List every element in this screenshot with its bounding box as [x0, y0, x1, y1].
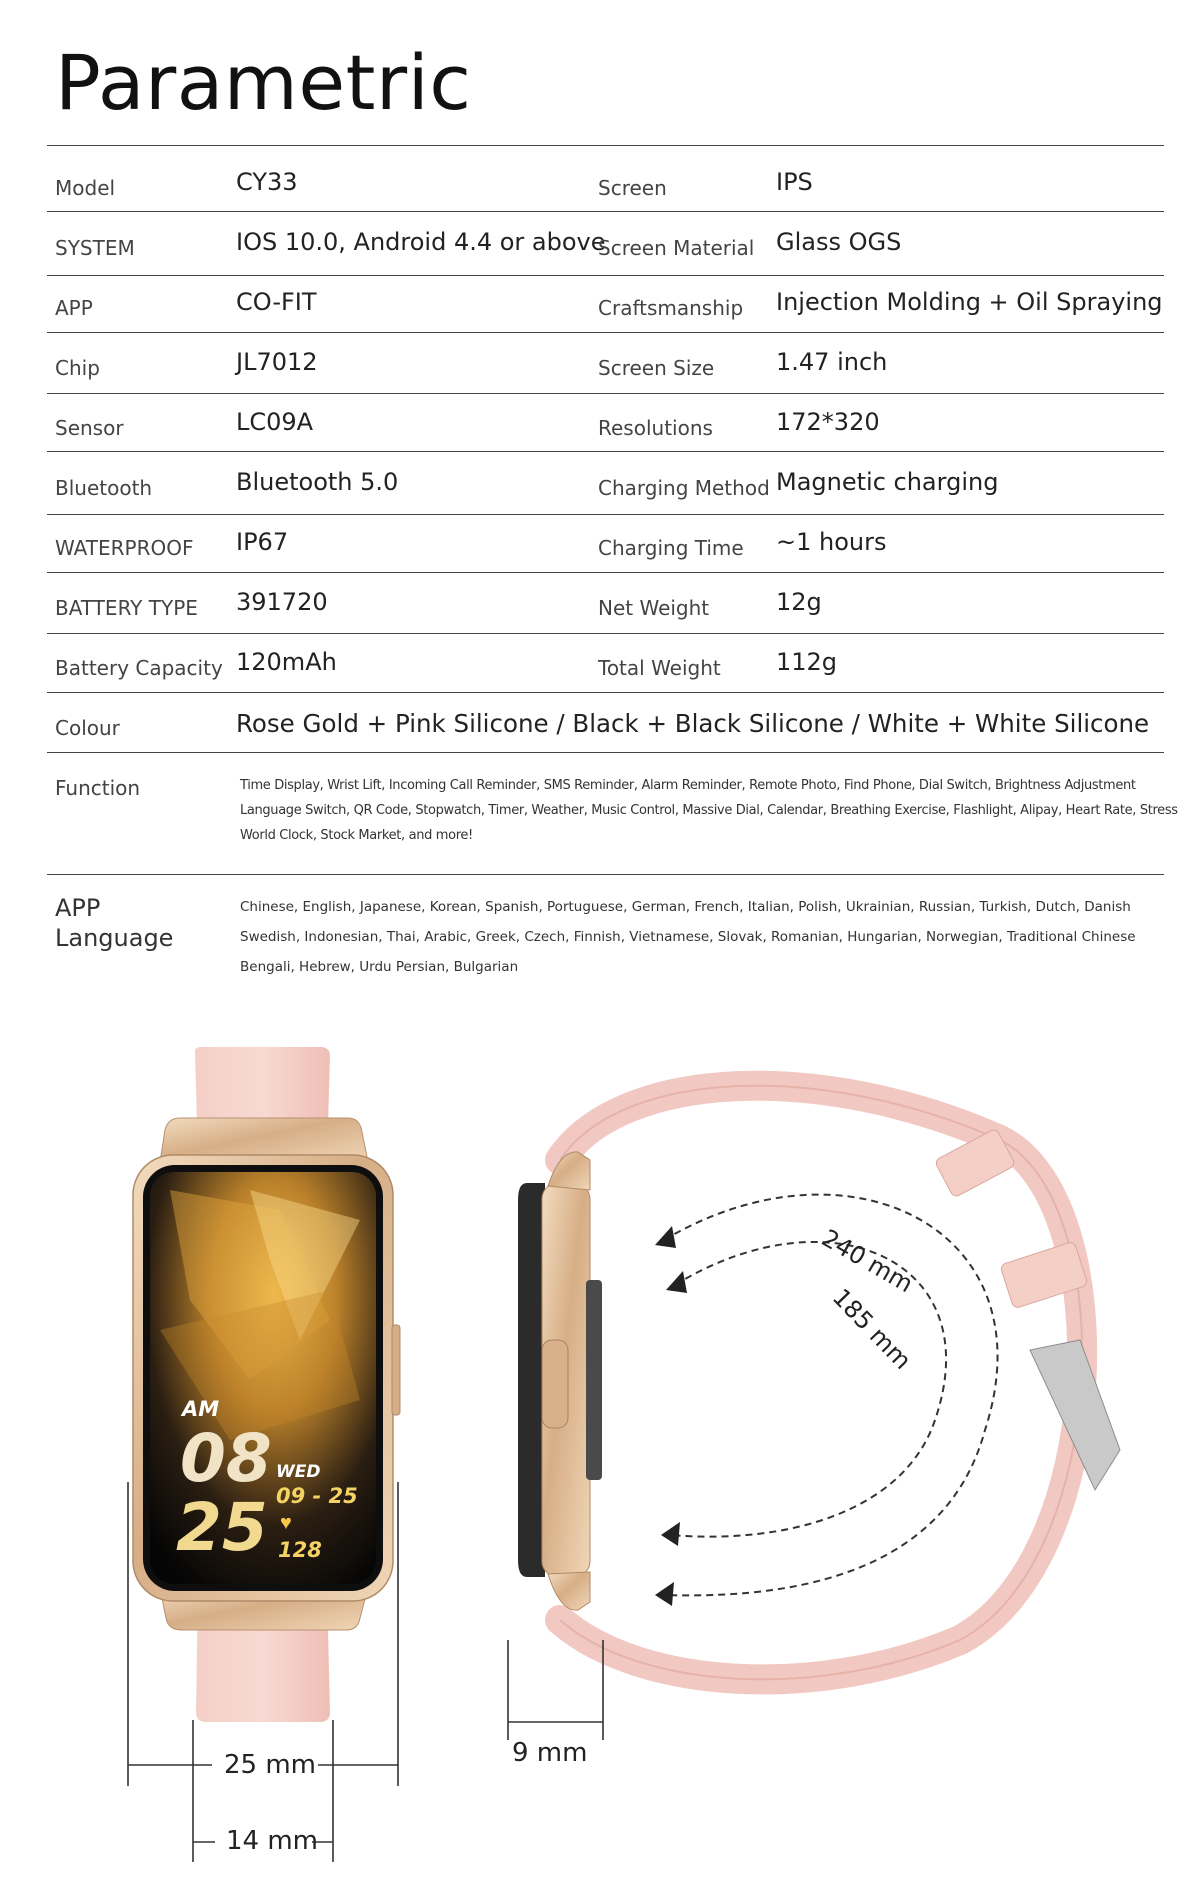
- app-language-label: [55, 893, 173, 953]
- function-line: Time Display, Wrist Lift, Incoming Call Reminder, SMS Reminder, Alarm Reminder, Remote Photo, Find Phone, Dial Switch, Brightness Adjustment: [240, 778, 1136, 793]
- function-text: [240, 773, 1178, 848]
- watch-ampm: AM: [182, 1397, 220, 1421]
- spec-label: Resolutions: [598, 416, 713, 440]
- spec-label: Screen Size: [598, 356, 715, 380]
- app-language-text: [240, 892, 1165, 982]
- side-glass: [518, 1183, 545, 1577]
- spec-label: WATERPROOF: [55, 536, 194, 560]
- spec-value: 391720: [236, 588, 328, 616]
- spec-label: Battery Capacity: [55, 656, 223, 680]
- spec-label: Total Weight: [598, 656, 721, 680]
- spec-value: 120mAh: [236, 648, 337, 676]
- spec-label: Screen: [598, 176, 667, 200]
- spec-label: Model: [55, 176, 116, 200]
- spec-value: LC09A: [236, 408, 314, 436]
- table-rule: [47, 874, 1164, 875]
- function-label: Function: [55, 776, 141, 800]
- strap-short-label: 185 mm: [826, 1283, 917, 1375]
- watch-heart-rate: 128: [278, 1538, 322, 1562]
- thickness-label: 9 mm: [512, 1738, 588, 1768]
- watch-minute: 25: [176, 1489, 268, 1566]
- table-rule: [47, 451, 1164, 452]
- heart-icon: ♥: [280, 1512, 292, 1534]
- arrow-head: [655, 1226, 676, 1248]
- language-line: Swedish, Indonesian, Thai, Arabic, Greek, Czech, Finnish, Vietnamese, Slovak, Romanian, Hungarian, Norwegian, Traditional Chinese: [240, 929, 1136, 945]
- side-button: [392, 1325, 400, 1415]
- side-sensor: [586, 1280, 602, 1480]
- spec-label: Charging Method: [598, 476, 770, 500]
- spec-value: Magnetic charging: [776, 468, 999, 496]
- table-rule: [47, 514, 1164, 515]
- spec-label: Bluetooth: [55, 476, 153, 500]
- colour-label: Colour: [55, 716, 120, 740]
- spec-value: Glass OGS: [776, 228, 902, 256]
- arrow-head: [661, 1522, 680, 1546]
- spec-label: SYSTEM: [55, 236, 135, 260]
- strap-width-label: 14 mm: [226, 1826, 319, 1856]
- app-language-label-line2: Language: [55, 924, 174, 952]
- app-language-label-line1: APP: [55, 894, 101, 922]
- spec-value: JL7012: [236, 348, 318, 376]
- spec-value: Bluetooth 5.0: [236, 468, 399, 496]
- spec-label: Sensor: [55, 416, 124, 440]
- arrow-head: [655, 1582, 674, 1606]
- strap-loop: [560, 1086, 1082, 1680]
- spec-label: BATTERY TYPE: [55, 596, 198, 620]
- spec-value: 112g: [776, 648, 838, 676]
- spec-value: CO-FIT: [236, 288, 317, 316]
- spec-label: Charging Time: [598, 536, 744, 560]
- table-rule: [47, 633, 1164, 634]
- spec-value: 172*320: [776, 408, 880, 436]
- watch-weekday: WED: [276, 1462, 321, 1482]
- table-rule: [47, 752, 1164, 753]
- spec-label: APP: [55, 296, 93, 320]
- spec-label: Craftsmanship: [598, 296, 744, 320]
- spec-label: Screen Material: [598, 236, 755, 260]
- table-rule: [47, 211, 1164, 212]
- table-rule: [47, 275, 1164, 276]
- strap-long-label: 240 mm: [817, 1223, 918, 1299]
- spec-value: 12g: [776, 588, 822, 616]
- table-rule: [47, 692, 1164, 693]
- spec-value: IP67: [236, 528, 289, 556]
- spec-value: Injection Molding + Oil Spraying: [776, 288, 1163, 316]
- table-rule: [47, 393, 1164, 394]
- spec-value: CY33: [236, 168, 298, 196]
- function-line: World Clock, Stock Market, and more!: [240, 828, 473, 843]
- watch-date: 09 - 25: [276, 1484, 358, 1508]
- watch-hour: 08: [180, 1420, 272, 1497]
- language-line: Bengali, Hebrew, Urdu Persian, Bulgarian: [240, 959, 519, 975]
- side-watch: [518, 1086, 1120, 1680]
- spec-value: ~1 hours: [776, 528, 887, 556]
- language-line: Chinese, English, Japanese, Korean, Spanish, Portuguese, German, French, Italian, Polish, Ukrainian, Russian, Turkish, Dutch, Danish: [240, 899, 1131, 915]
- table-rule: [47, 572, 1164, 573]
- spec-label: Chip: [55, 356, 100, 380]
- front-watch: [133, 1047, 400, 1722]
- colour-value: Rose Gold + Pink Silicone / Black + Black Silicone / White + White Silicone: [236, 709, 1150, 738]
- case-width-label: 25 mm: [224, 1750, 317, 1780]
- table-rule: [47, 332, 1164, 333]
- table-rule: [47, 145, 1164, 146]
- arrow-head: [666, 1271, 687, 1293]
- spec-value: IPS: [776, 168, 813, 196]
- page-title: Parametric: [55, 38, 472, 127]
- side-button: [542, 1340, 568, 1428]
- spec-label: Net Weight: [598, 596, 710, 620]
- spec-value: IOS 10.0, Android 4.4 or above: [236, 228, 606, 256]
- spec-value: 1.47 inch: [776, 348, 888, 376]
- function-line: Language Switch, QR Code, Stopwatch, Timer, Weather, Music Control, Massive Dial, Calendar, Breathing Exercise, Flashlight, Alipay, Heart Rate, Stress: [240, 803, 1178, 818]
